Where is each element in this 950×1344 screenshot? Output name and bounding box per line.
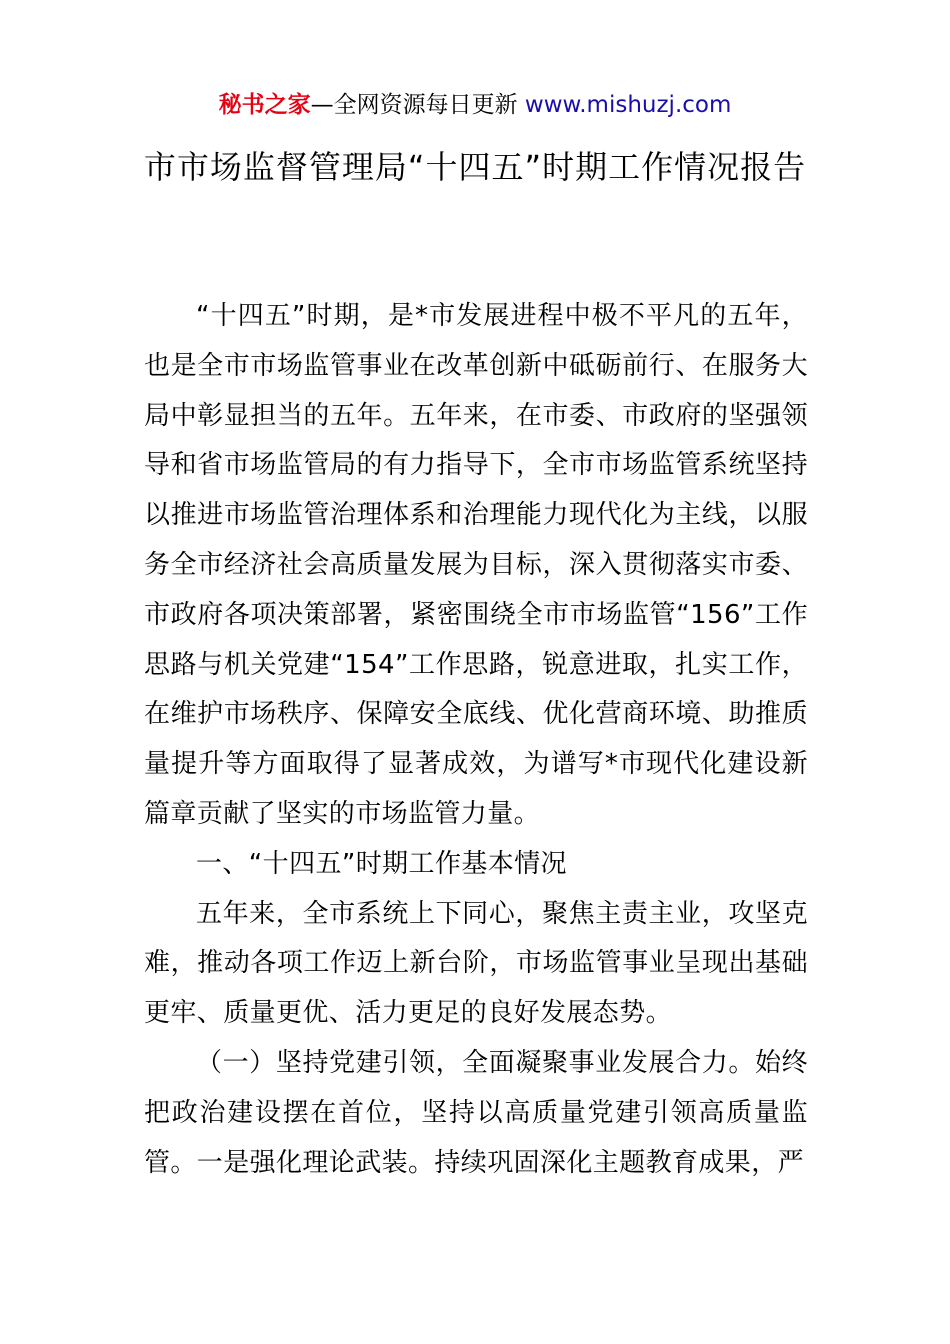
document-title: 市市场监督管理局“十四五”时期工作情况报告 [143, 148, 807, 186]
section-heading: 一、“十四五”时期工作基本情况 [196, 848, 567, 879]
intro-paragraph: “十四五”时期，是*市发展进程中极不平凡的五年，也是全市市场监管事业在改革创新中砥砺前行、在服务大局中彰显担当的五年。五年来，在市委、市政府的坚强领导和省市场监管局的有力指导下，全市市场监管系统坚持以推进市场监管治理体系和治理能力现代化为主线，以服务全市经济社会高质量发展为目标，深入贯彻落实市委、市政府各项决策部署，紧密围绕全市市场监管“156”工作思路与机关党建“154”工作思路，锐意进取，扎实工作，在维护市场秩序、保障安全底线、优化营商环境、助推质量提升等方面取得了显著成效，为谱写*市现代化建设新篇章贡献了坚实的市场监管力量。 [144, 301, 808, 829]
summary-paragraph: 五年来，全市系统上下同心，聚焦主责主业，攻坚克难，推动各项工作迈上新台阶，市场监管事业呈现出基础更牢、质量更优、活力更足的良好发展态势。 [144, 898, 808, 1029]
site-banner [0, 88, 950, 122]
document-body [144, 292, 808, 1188]
site-url-link[interactable]: www.mishuzj.com [524, 92, 732, 118]
site-brand: 秘书之家 [218, 92, 311, 118]
site-tagline: —全网资源每日更新 [310, 92, 525, 118]
subsection-paragraph: （一）坚持党建引领，全面凝聚事业发展合力。始终把政治建设摆在首位，坚持以高质量党建引领高质量监管。一是强化理论武装。持续巩固深化主题教育成果，严 [144, 1047, 808, 1178]
